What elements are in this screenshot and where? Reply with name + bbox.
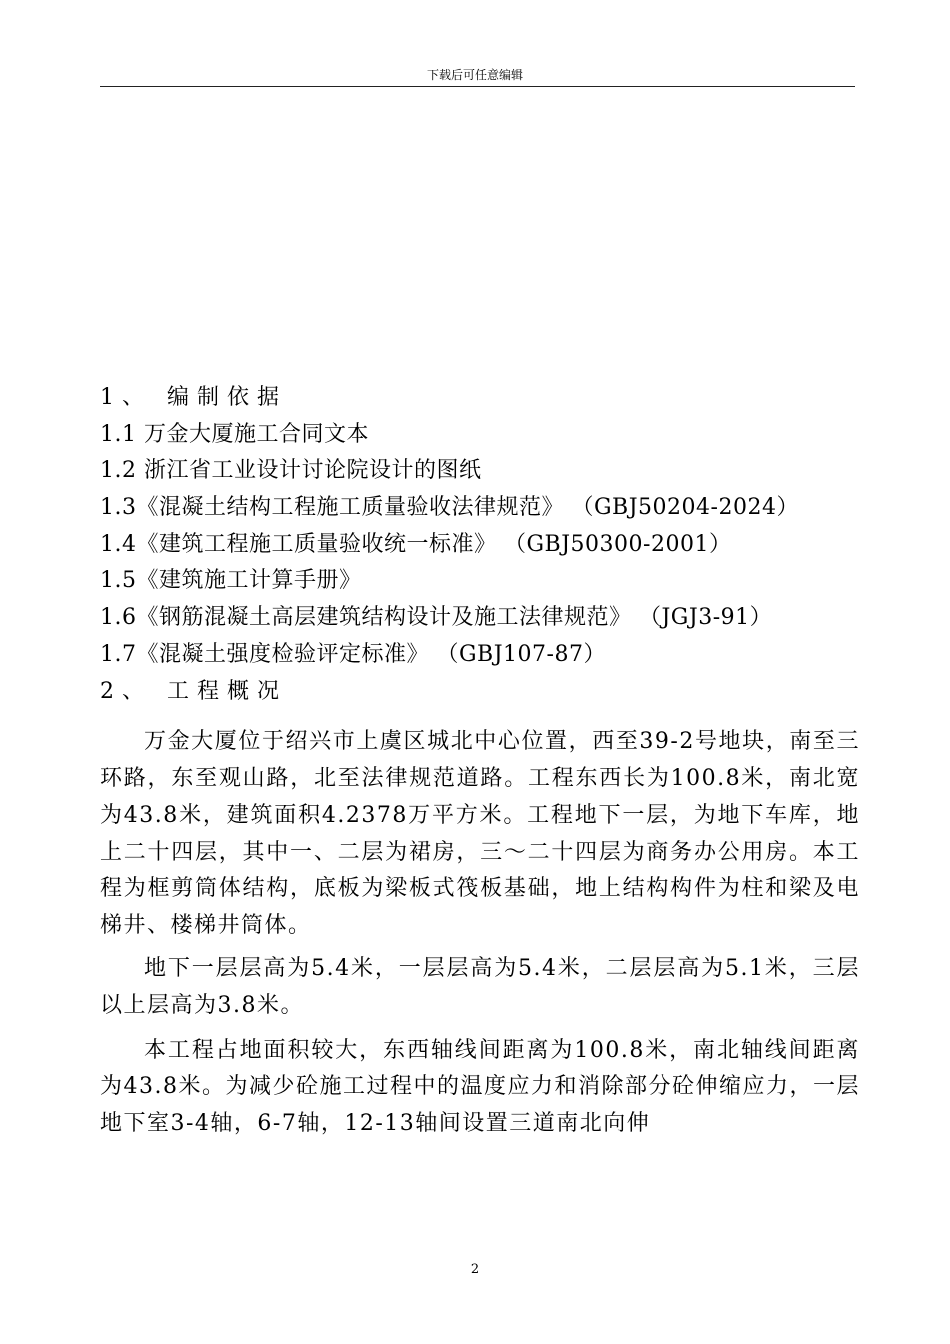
reference-item: 1.3《混凝土结构工程施工质量验收法律规范》 （GBJ50204-2024） — [100, 495, 799, 521]
reference-item: 1.6《钢筋混凝土高层建筑结构设计及施工法律规范》 （JGJ3-91） — [100, 605, 773, 631]
header-rule — [100, 86, 855, 87]
expansion-joint-paragraph: 本工程占地面积较大，东西轴线间距离为100.8米，南北轴线间距离为43.8米。为减少砼施工过程中的温度应力和消除部分砼伸缩应力，一层地下室3-4轴，6-7轴，12-13轴间设置三道南北向伸 — [100, 1037, 860, 1137]
reference-item: 1.1 万金大厦施工合同文本 — [100, 421, 369, 447]
reference-item: 1.2 浙江省工业设计讨论院设计的图纸 — [100, 458, 482, 484]
section-2-heading: 2、 工程概况 — [100, 678, 287, 704]
floor-height-paragraph: 地下一层层高为5.4米，一层层高为5.4米，二层层高为5.1米，三层以上层高为3.8米。 — [100, 955, 860, 1018]
document-body — [100, 380, 860, 1143]
reference-item: 1.5《建筑施工计算手册》 — [100, 568, 362, 594]
section-1-heading: 1、 编制依据 — [100, 385, 287, 410]
page-header: 下载后可任意编辑 — [426, 68, 523, 82]
reference-item: 1.4《建筑工程施工质量验收统一标准》 （GBJ50300-2001） — [100, 531, 732, 557]
overview-paragraph: 万金大厦位于绍兴市上虞区城北中心位置，西至39-2号地块，南至三环路，东至观山路，北至法律规范道路。工程东西长为100.8米，南北宽为43.8米，建筑面积4.2378万平方米。工程地下一层，为地下车库，地上二十四层，其中一、二层为裙房，三～二十四层为商务办公用房。本工程为框剪筒体结构，底板为梁板式筏板基础，地上结构构件为柱和梁及电梯井、楼梯井筒体。 — [100, 729, 860, 939]
reference-item: 1.7《混凝土强度检验评定标准》 （GBJ107-87） — [100, 641, 606, 667]
page-number: 2 — [470, 1262, 480, 1277]
